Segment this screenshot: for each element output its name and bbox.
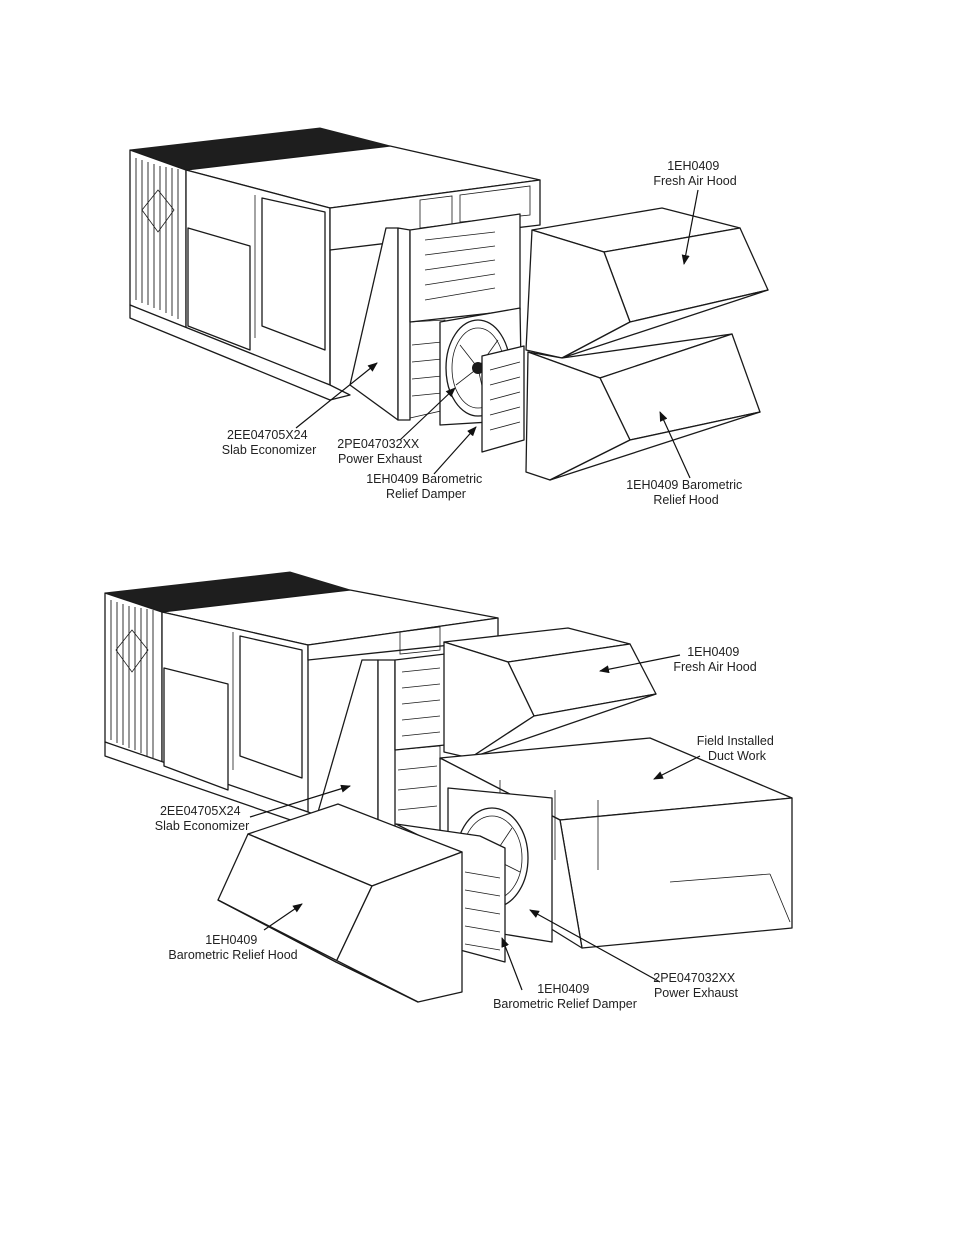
svg-text:2PE047032XX Power Exhaus	[653, 971, 739, 1000]
top-relief-damper-code: 1EH0409 Barometric	[366, 472, 483, 486]
svg-text:Field Installed Duct Wor	[697, 734, 778, 763]
bottom-power-exhaust-name: Power Exhaust	[653, 986, 739, 1000]
bottom-duct-work-line2: Duct Work	[707, 749, 767, 763]
svg-text:2EE04705X24 Slab Economi	[155, 804, 250, 833]
bottom-relief-damper-code: 1EH0409	[537, 982, 590, 996]
top-relief-hood-code: 1EH0409 Barometric	[626, 478, 743, 492]
fresh-air-hood-bottom	[444, 628, 656, 758]
top-relief-damper-name: Relief Damper	[386, 487, 466, 501]
top-diagram	[130, 128, 768, 507]
svg-text:2PE047032XX Power Exhaus	[337, 437, 423, 466]
svg-text:2EE04705X24 Slab Economi	[222, 428, 317, 457]
svg-text:1EH0409 Barometric Relie	[366, 472, 486, 501]
relief-damper-top	[482, 346, 524, 452]
svg-text:1EH0409 Fresh Air Hood	[673, 645, 756, 674]
bottom-relief-hood-name: Barometric Relief Hood	[168, 948, 298, 962]
bottom-fresh-air-hood-code: 1EH0409	[687, 645, 740, 659]
top-economizer-code: 2EE04705X24	[226, 428, 308, 442]
top-fresh-air-hood-code: 1EH0409	[667, 159, 720, 173]
bottom-power-exhaust-code: 2PE047032XX	[653, 971, 736, 985]
top-power-exhaust-name: Power Exhaust	[337, 452, 423, 466]
bottom-relief-damper-name: Barometric Relief Damper	[493, 997, 637, 1011]
bottom-fresh-air-hood-name: Fresh Air Hood	[673, 660, 757, 674]
top-fresh-air-hood-name: Fresh Air Hood	[653, 174, 737, 188]
top-economizer-name: Slab Economizer	[221, 443, 317, 457]
top-relief-hood-name: Relief Hood	[653, 493, 719, 507]
bottom-duct-work-line1: Field Installed	[696, 734, 774, 748]
svg-text:1EH0409 Barometric Relie	[626, 478, 746, 507]
bottom-diagram	[105, 572, 792, 1011]
svg-text:1EH0409 Barometric Relie	[493, 982, 637, 1011]
top-power-exhaust-code: 2PE047032XX	[337, 437, 420, 451]
svg-text:1EH0409 Fresh Air Hood	[653, 159, 736, 188]
svg-text:1EH0409 Barometric Relie	[168, 933, 297, 962]
bottom-relief-hood-code: 1EH0409	[205, 933, 258, 947]
bottom-economizer-name: Slab Economizer	[154, 819, 250, 833]
bottom-economizer-code: 2EE04705X24	[159, 804, 241, 818]
